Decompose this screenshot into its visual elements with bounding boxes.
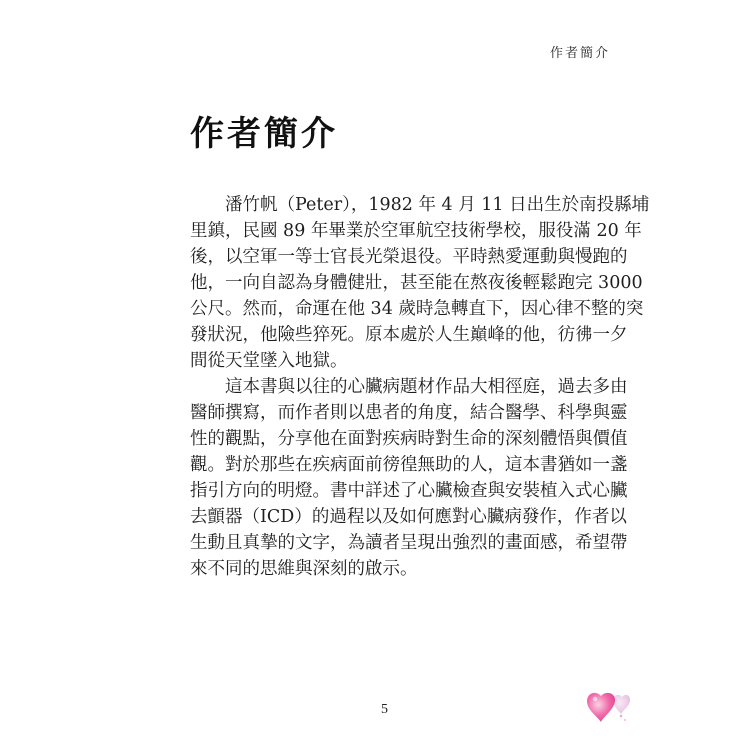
text-line: 發狀況，他險些猝死。原本處於人生巔峰的他，彷彿一夕: [190, 325, 628, 345]
text-line: 間從天堂墜入地獄。: [190, 351, 348, 371]
text-line: 他，一向自認為身體健壯，甚至能在熬夜後輕鬆跑完 3000: [190, 273, 643, 293]
pink-hearts-icon: [583, 686, 631, 728]
text-line: 醫師撰寫，而作者則以患者的角度，結合醫學、科學與靈: [190, 403, 628, 423]
text-line: 性的觀點，分享他在面對疾病時對生命的深刻體悟與價值: [190, 429, 628, 449]
text-line: 觀。對於那些在疾病面前徬徨無助的人，這本書猶如一盞: [190, 455, 628, 475]
text-line: 潘竹帆（Peter），1982 年 4 月 11 日出生於南投縣埔: [190, 195, 650, 215]
paragraph: [190, 192, 650, 374]
body-text: [190, 192, 650, 582]
page-number: 5: [381, 702, 388, 717]
running-header: 作者簡介: [549, 46, 610, 61]
text-line: 來不同的思維與深刻的啟示。: [190, 559, 418, 579]
text-line: 指引方向的明燈。書中詳述了心臟檢查與安裝植入式心臟: [190, 481, 628, 501]
text-line: 這本書與以往的心臟病題材作品大相徑庭，過去多由: [190, 377, 628, 397]
paragraph: [190, 374, 628, 582]
text-line: 生動且真摯的文字，為讀者呈現出強烈的畫面感，希望帶: [190, 533, 628, 553]
text-line: 里鎮，民國 89 年畢業於空軍航空技術學校，服役滿 20 年: [190, 221, 642, 241]
page-title: 作者簡介: [190, 114, 338, 154]
text-line: 公尺。然而，命運在他 34 歲時急轉直下，因心律不整的突: [190, 299, 644, 319]
text-line: 去顫器（ICD）的過程以及如何應對心臟病發作，作者以: [190, 507, 627, 527]
text-line: 後，以空軍一等士官長光榮退役。平時熱愛運動與慢跑的: [190, 247, 628, 267]
